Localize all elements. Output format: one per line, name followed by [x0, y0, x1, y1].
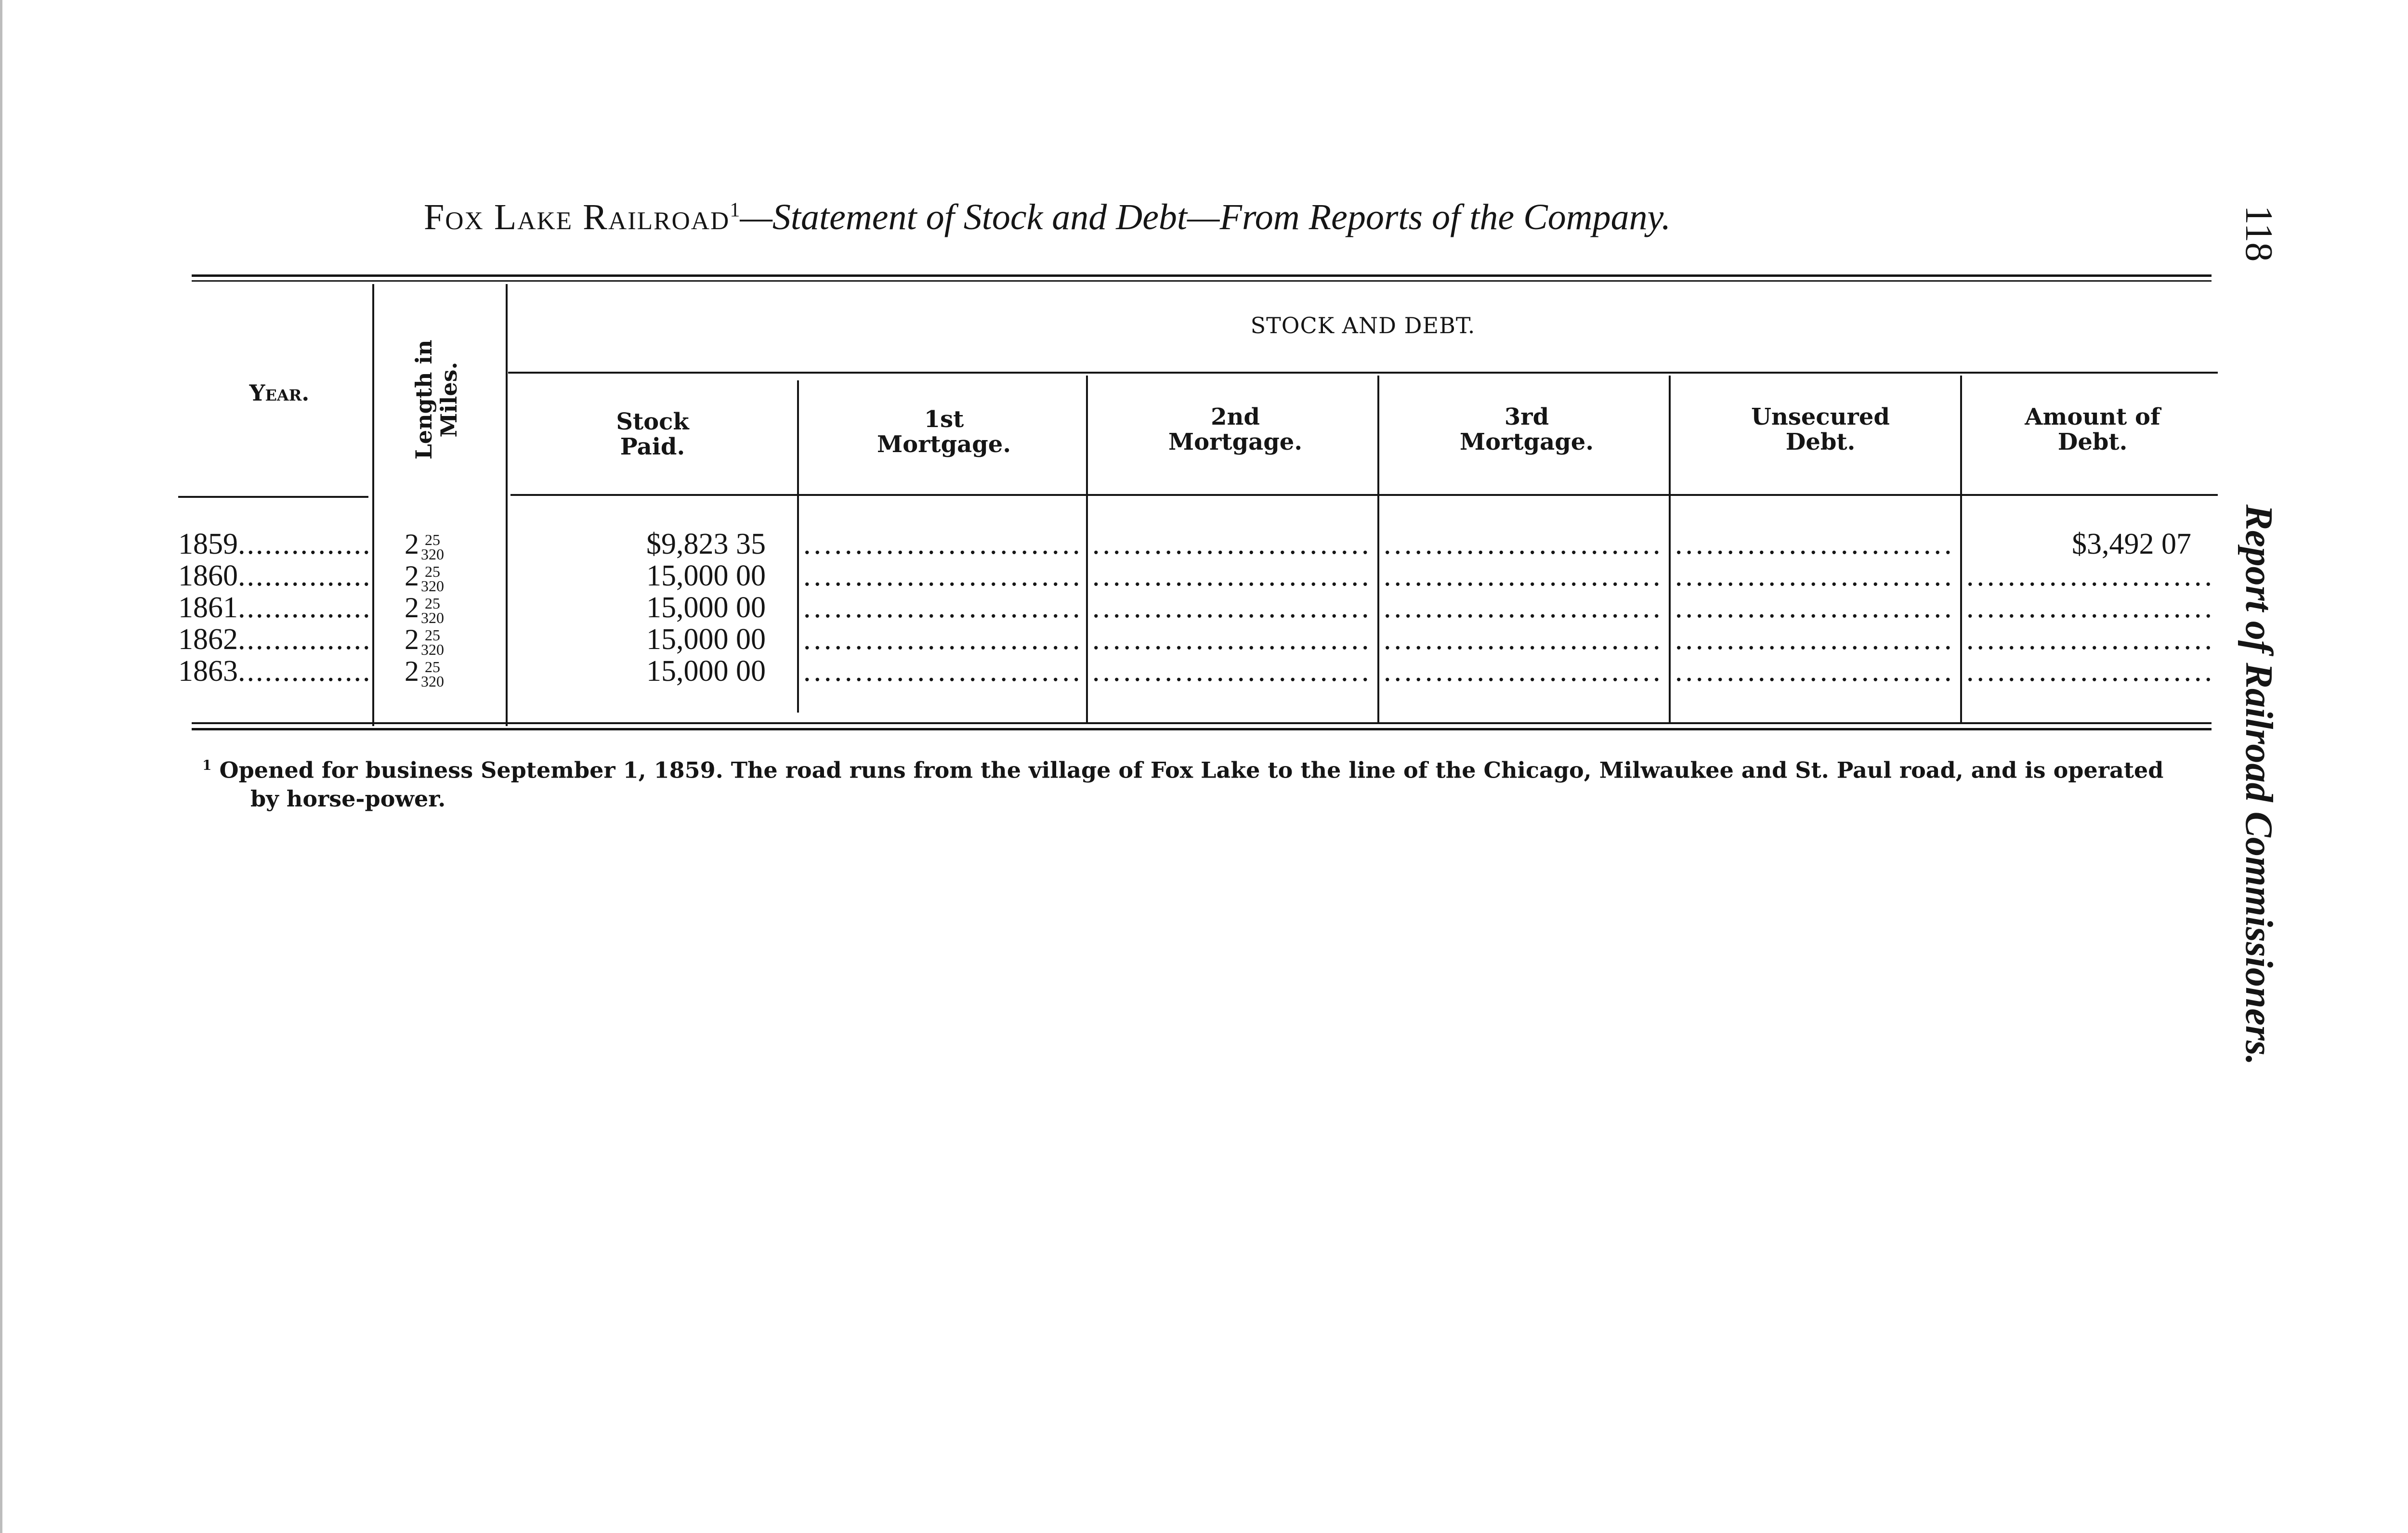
- dot-leader-2nd-mortgage: [1092, 655, 1372, 687]
- dot-leader-unsecured: [1675, 528, 1954, 560]
- table-top-rule-1: [192, 274, 2212, 277]
- row-stock-paid: 15,000 00: [646, 560, 766, 592]
- row-year: 1862 .....: [178, 624, 371, 655]
- footnote-line-1: Opened for business September 1, 1859. The road runs from the village of Fox Lake to the line of the Chicago, Milwaukee and St. Paul road, and is operated: [219, 757, 2164, 783]
- footnote-line-2: by horse-power.: [250, 786, 446, 812]
- page-number: 118: [2238, 205, 2280, 262]
- title-subtitle: —Statement of Stock and Debt—From Reports of the Company.: [740, 197, 1671, 237]
- col-divider-mortgage3: [1669, 376, 1671, 722]
- col-divider-mortgage2: [1377, 376, 1379, 722]
- row-length: 2 25 320: [405, 528, 444, 560]
- header-year: Year.: [249, 380, 310, 406]
- dot-leader-2nd-mortgage: [1092, 528, 1372, 560]
- header-unsecured-debt: Unsecured Debt.: [1751, 403, 1890, 455]
- dot-leader-2nd-mortgage: [1092, 592, 1372, 624]
- table-bottom-rule-2: [192, 728, 2212, 730]
- col-divider-mortgage1: [1086, 376, 1088, 722]
- dot-leader-unsecured: [1675, 624, 1954, 655]
- page-title: [424, 196, 1994, 238]
- dot-leader-3rd-mortgage: [1384, 528, 1663, 560]
- page-edge: [0, 0, 2, 1533]
- dot-leader-amount: [1966, 655, 2212, 687]
- dot-leader-3rd-mortgage: [1384, 560, 1663, 592]
- dot-leader-3rd-mortgage: [1384, 624, 1663, 655]
- running-head: Report of Railroad Commissioners.: [2238, 504, 2280, 1065]
- table-bottom-rule-1: [192, 722, 2212, 724]
- dot-leader-unsecured: [1675, 560, 1954, 592]
- header-3rd-mortgage: 3rd Mortgage.: [1459, 403, 1594, 455]
- header-1st-mortgage: 1st Mortgage.: [877, 406, 1011, 458]
- dot-leader-2nd-mortgage: [1092, 560, 1372, 592]
- dot-leader-3rd-mortgage: [1384, 655, 1663, 687]
- row-year: 1860 .....: [178, 560, 371, 592]
- dot-leader-unsecured: [1675, 592, 1954, 624]
- dot-leader-3rd-mortgage: [1384, 592, 1663, 624]
- header-2nd-mortgage: 2nd Mortgage.: [1168, 403, 1303, 455]
- row-length: 2 25 320: [405, 624, 444, 655]
- col-divider-unsecured: [1960, 376, 1962, 722]
- dot-leader-amount: [1966, 560, 2212, 592]
- title-footnote-marker: 1: [730, 199, 740, 221]
- dot-leader-1st-mortgage: [803, 560, 1083, 592]
- header-bottom-rule-left: [178, 496, 368, 498]
- row-length: 2 25 320: [405, 592, 444, 624]
- dot-leader-unsecured: [1675, 655, 1954, 687]
- row-year: 1861 .....: [178, 592, 371, 624]
- dot-leader-2nd-mortgage: [1092, 624, 1372, 655]
- dot-leader-1st-mortgage: [803, 592, 1083, 624]
- footnote: [202, 751, 2225, 813]
- dot-leader-1st-mortgage: [803, 655, 1083, 687]
- row-length: 2 25 320: [405, 655, 444, 687]
- header-stock-paid: Stock Paid.: [616, 408, 689, 460]
- row-amount-of-debt: $3,492 07: [2072, 528, 2191, 560]
- dot-leader-amount: [1966, 592, 2212, 624]
- row-year: 1863 .....: [178, 655, 371, 687]
- header-length: Length in Miles.: [411, 339, 462, 460]
- row-stock-paid: $9,823 35: [646, 528, 766, 560]
- row-stock-paid: 15,000 00: [646, 655, 766, 687]
- footnote-marker: 1: [202, 757, 212, 773]
- col-divider-length: [506, 284, 508, 726]
- dot-leader-1st-mortgage: [803, 624, 1083, 655]
- table-top-rule-2: [192, 280, 2212, 282]
- row-stock-paid: 15,000 00: [646, 624, 766, 655]
- railroad-name: Fox Lake Railroad: [424, 197, 730, 237]
- dot-leader-amount: [1966, 624, 2212, 655]
- row-length: 2 25 320: [405, 560, 444, 592]
- col-divider-year: [372, 284, 374, 726]
- row-stock-paid: 15,000 00: [646, 592, 766, 624]
- header-stock-and-debt: STOCK AND DEBT.: [1250, 312, 1476, 338]
- group-header-rule: [508, 372, 2218, 374]
- row-year: 1859 .....: [178, 528, 371, 560]
- col-divider-stock: [797, 380, 799, 713]
- dot-leader-1st-mortgage: [803, 528, 1083, 560]
- header-amount-of-debt: Amount of Debt.: [2025, 403, 2160, 455]
